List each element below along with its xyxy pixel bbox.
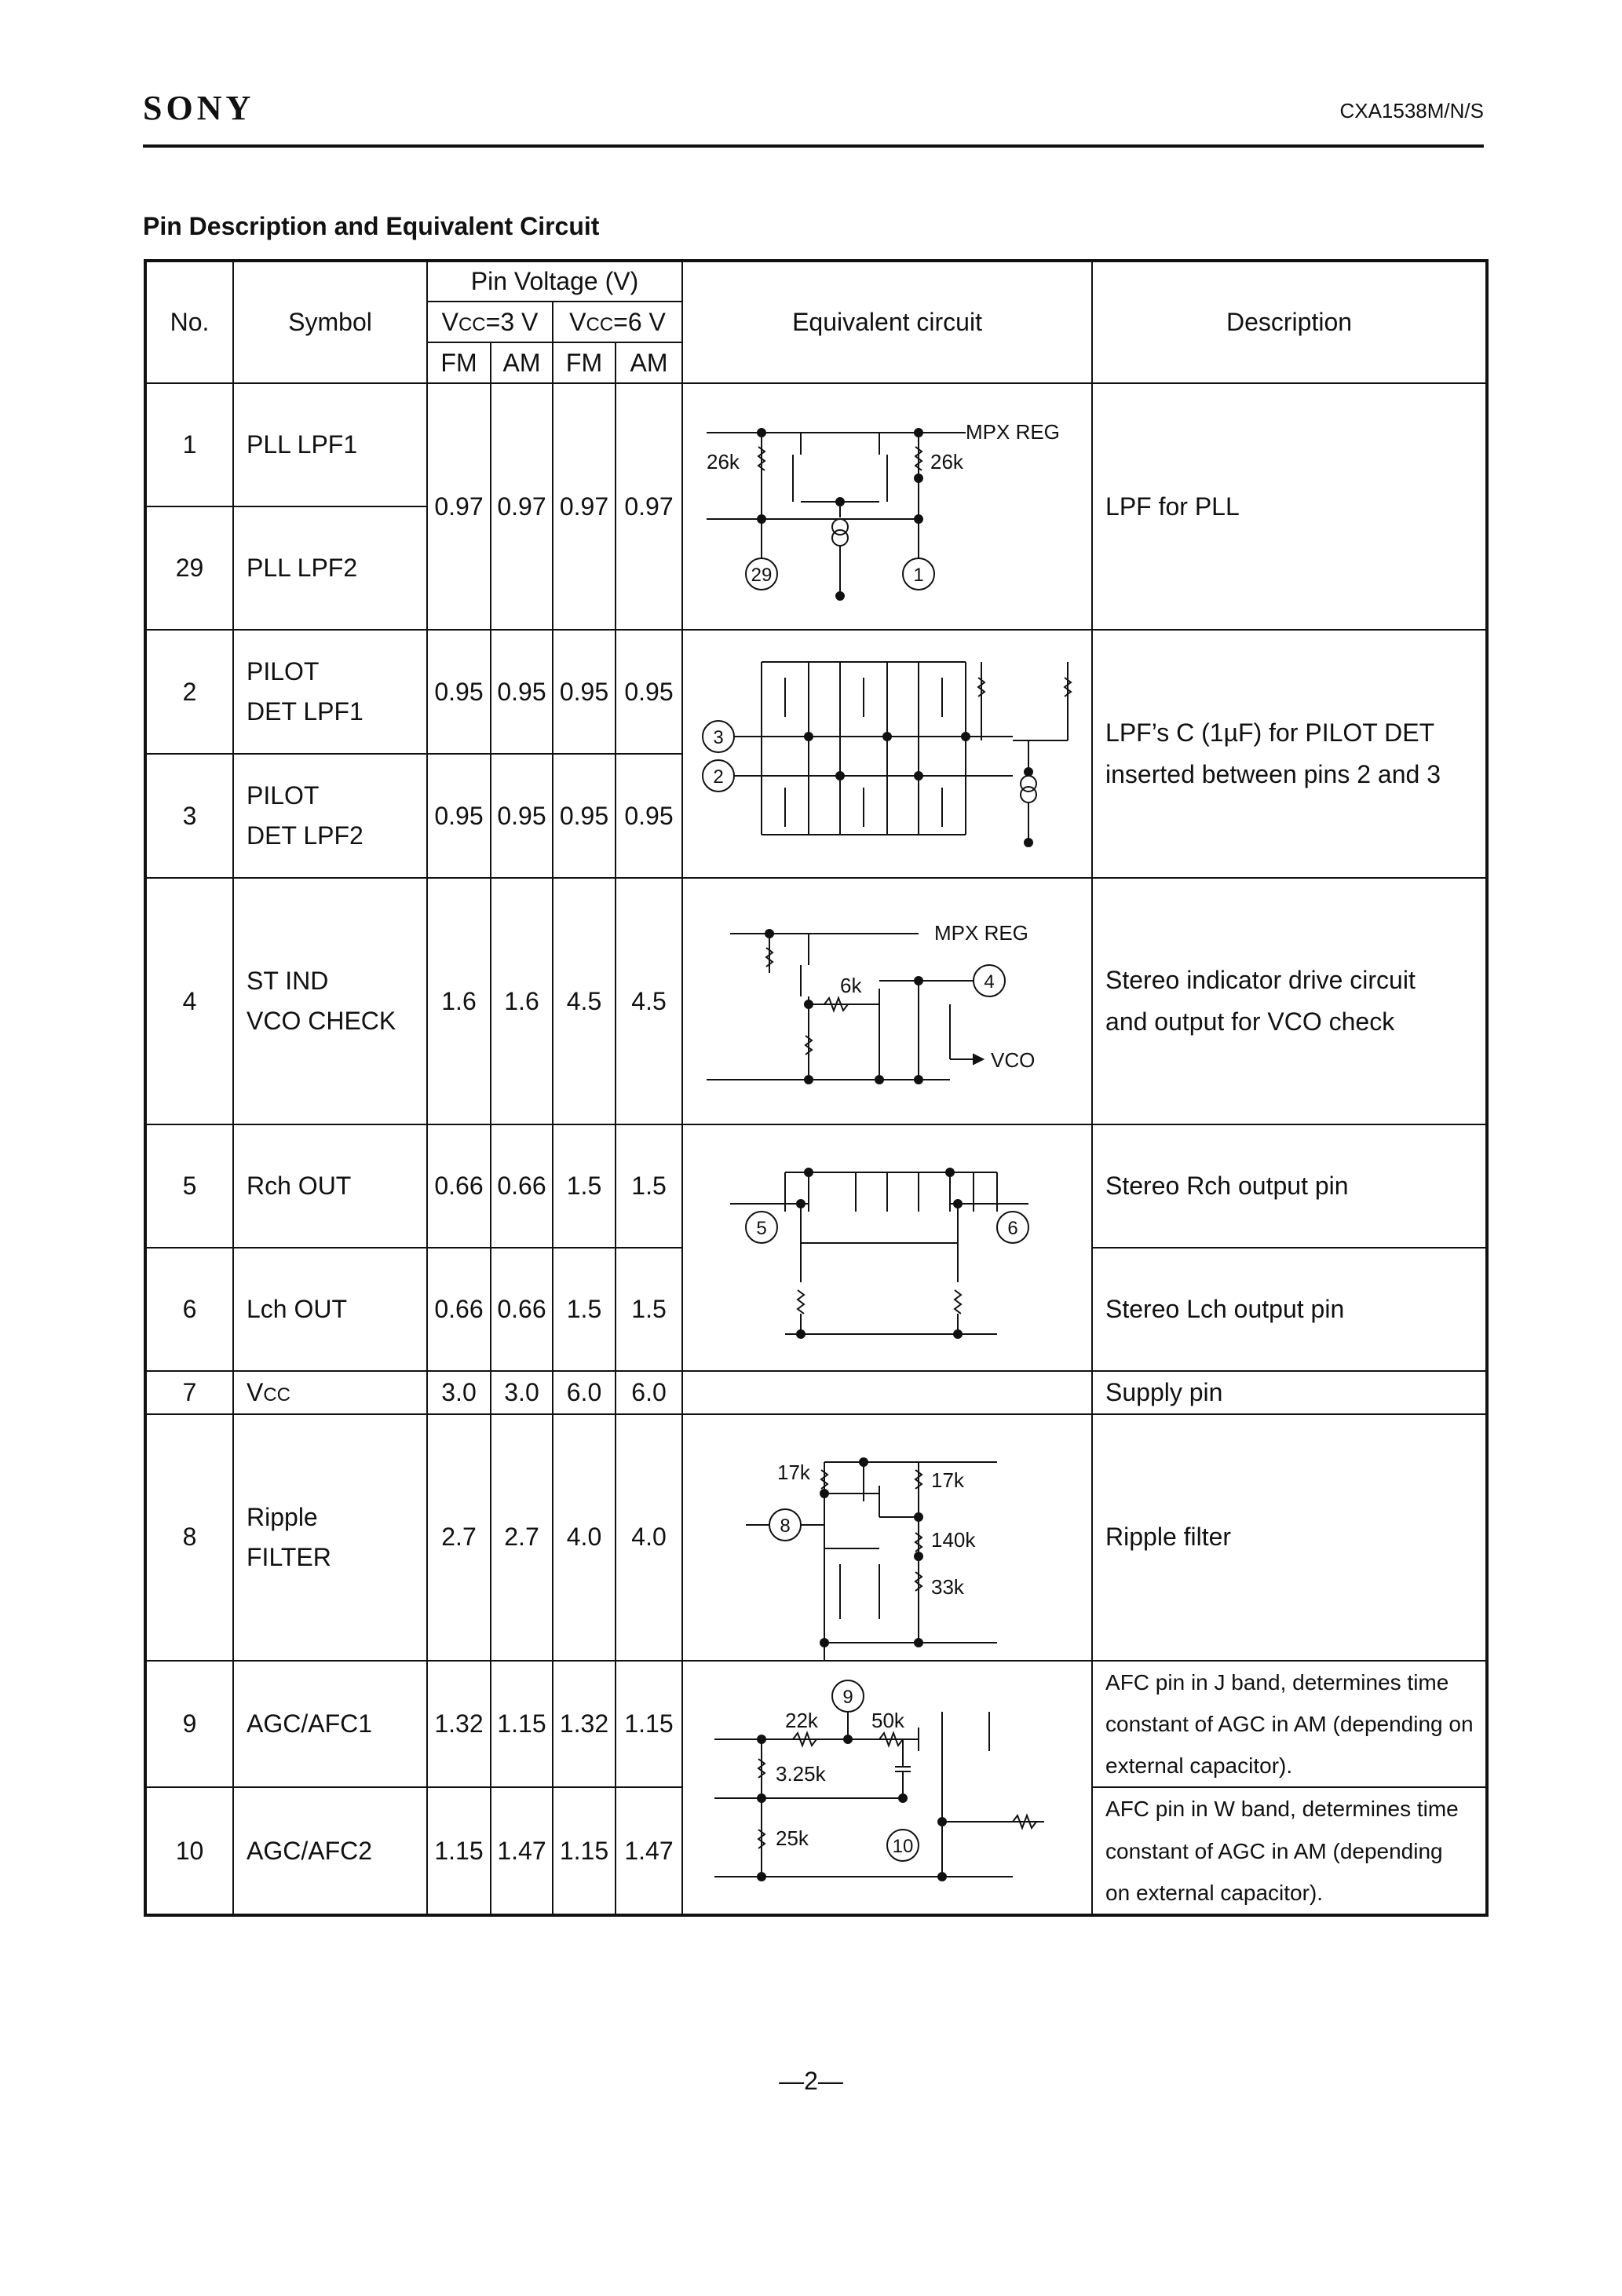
part-number: CXA1538M/N/S bbox=[1339, 99, 1484, 122]
volt-fm-6v: 0.95 bbox=[553, 754, 616, 878]
circuit-label: VCO bbox=[991, 1048, 1036, 1072]
header-am-6v: AM bbox=[616, 342, 682, 383]
header-rule bbox=[143, 144, 1484, 148]
volt-fm-6v: 1.5 bbox=[553, 1248, 616, 1371]
header-vcc3: VCC=3 V bbox=[427, 302, 553, 342]
volt-am-6v: 0.97 bbox=[616, 383, 682, 630]
volt-am-3v: 0.66 bbox=[491, 1248, 553, 1371]
pin-no: 5 bbox=[145, 1124, 233, 1248]
circuit-pin: 4 bbox=[984, 971, 995, 993]
volt-fm-6v: 1.32 bbox=[553, 1661, 616, 1788]
circuit-pin: 9 bbox=[842, 1687, 853, 1709]
circuit-pin: 10 bbox=[892, 1836, 914, 1858]
table-row bbox=[145, 1661, 1487, 1788]
volt-am-6v: 4.5 bbox=[616, 878, 682, 1124]
pin-symbol: PLL LPF2 bbox=[233, 506, 427, 630]
header-symbol: Symbol bbox=[233, 261, 427, 383]
circuit-label: MPX REG bbox=[966, 420, 1060, 444]
volt-am-3v: 1.47 bbox=[491, 1787, 553, 1915]
pin-symbol: ST IND VCO CHECK bbox=[233, 878, 427, 1124]
pin-no: 29 bbox=[145, 506, 233, 630]
pin-symbol: PILOT DET LPF1 bbox=[233, 630, 427, 754]
circuit-label: 50k bbox=[871, 1709, 904, 1733]
volt-fm-3v: 0.66 bbox=[427, 1248, 491, 1371]
circuit-label: 6k bbox=[840, 974, 862, 997]
circuit-pin: 8 bbox=[780, 1515, 791, 1537]
pin-description: Supply pin bbox=[1092, 1371, 1487, 1414]
pin-no: 3 bbox=[145, 754, 233, 878]
table-row bbox=[145, 1371, 1487, 1414]
volt-fm-6v: 1.15 bbox=[553, 1787, 616, 1915]
circuit-empty bbox=[682, 1371, 1092, 1414]
circuit-pilot-det bbox=[682, 630, 1092, 878]
pin-no: 4 bbox=[145, 878, 233, 1124]
volt-fm-3v: 2.7 bbox=[427, 1414, 491, 1661]
table-row bbox=[145, 1124, 1487, 1248]
header-pin-voltage: Pin Voltage (V) bbox=[427, 261, 682, 302]
volt-fm-3v: 0.97 bbox=[427, 383, 491, 630]
pin-symbol: Rch OUT bbox=[233, 1124, 427, 1248]
circuit-st-ind bbox=[682, 878, 1092, 1124]
pin-no: 2 bbox=[145, 630, 233, 754]
circuit-pin: 2 bbox=[713, 766, 724, 788]
header-vcc6: VCC=6 V bbox=[553, 302, 682, 342]
pin-description: Stereo Lch output pin bbox=[1092, 1248, 1487, 1371]
volt-fm-6v: 1.5 bbox=[553, 1124, 616, 1248]
pin-symbol: VCC bbox=[233, 1371, 427, 1414]
circuit-label: 3.25k bbox=[776, 1762, 826, 1786]
circuit-label: 22k bbox=[785, 1709, 818, 1733]
volt-am-3v: 0.95 bbox=[491, 754, 553, 878]
circuit-label: 25k bbox=[776, 1826, 809, 1851]
volt-fm-3v: 0.95 bbox=[427, 630, 491, 754]
circuit-label: 33k bbox=[931, 1574, 964, 1599]
section-title: Pin Description and Equivalent Circuit bbox=[143, 212, 600, 240]
volt-fm-6v: 4.0 bbox=[553, 1414, 616, 1661]
pin-no: 7 bbox=[145, 1371, 233, 1414]
pin-no: 8 bbox=[145, 1414, 233, 1661]
header-fm-3v: FM bbox=[427, 342, 491, 383]
volt-am-6v: 1.15 bbox=[616, 1661, 682, 1788]
circuit-label: 140k bbox=[931, 1527, 976, 1552]
pin-table bbox=[144, 259, 1489, 1917]
circuit-label: 17k bbox=[931, 1468, 964, 1492]
pin-description: Stereo Rch output pin bbox=[1092, 1124, 1487, 1248]
pin-symbol: PLL LPF1 bbox=[233, 383, 427, 506]
page-number: —2— bbox=[779, 2067, 843, 2095]
pin-no: 9 bbox=[145, 1661, 233, 1788]
circuit-ripple bbox=[682, 1414, 1092, 1661]
header-no: No. bbox=[145, 261, 233, 383]
pin-no: 1 bbox=[145, 383, 233, 506]
volt-am-3v: 1.6 bbox=[491, 878, 553, 1124]
header-description: Description bbox=[1092, 261, 1487, 383]
header-equivalent-circuit: Equivalent circuit bbox=[682, 261, 1092, 383]
pin-description: LPF’s C (1µF) for PILOT DET inserted between pins 2 and 3 bbox=[1092, 630, 1487, 878]
pin-no: 6 bbox=[145, 1248, 233, 1371]
pin-description: LPF for PLL bbox=[1092, 383, 1487, 630]
volt-fm-3v: 1.6 bbox=[427, 878, 491, 1124]
table-row bbox=[145, 630, 1487, 754]
table-row bbox=[145, 878, 1487, 1124]
circuit-label: 17k bbox=[777, 1460, 810, 1484]
pin-description: AFC pin in J band, determines time constant of AGC in AM (depending on external capacitor). bbox=[1092, 1661, 1487, 1788]
volt-am-3v: 2.7 bbox=[491, 1414, 553, 1661]
table-row bbox=[145, 1414, 1487, 1661]
circuit-pin: 5 bbox=[756, 1218, 767, 1239]
volt-am-6v: 6.0 bbox=[616, 1371, 682, 1414]
pin-symbol: Ripple FILTER bbox=[233, 1414, 427, 1661]
pin-description: Ripple filter bbox=[1092, 1414, 1487, 1661]
circuit-label: MPX REG bbox=[934, 921, 1028, 945]
volt-am-3v: 3.0 bbox=[491, 1371, 553, 1414]
table-row bbox=[145, 383, 1487, 506]
header-fm-6v: FM bbox=[553, 342, 616, 383]
pin-no: 10 bbox=[145, 1787, 233, 1915]
sony-logo: SONY bbox=[143, 89, 255, 127]
pin-symbol: PILOT DET LPF2 bbox=[233, 754, 427, 878]
circuit-label: 26k bbox=[707, 450, 740, 473]
volt-fm-6v: 0.97 bbox=[553, 383, 616, 630]
volt-am-3v: 0.97 bbox=[491, 383, 553, 630]
pin-description: AFC pin in W band, determines time constant of AGC in AM (depending on external capacitor). bbox=[1092, 1787, 1487, 1915]
pin-symbol: AGC/AFC1 bbox=[233, 1661, 427, 1788]
circuit-pll-lpf bbox=[682, 383, 1092, 630]
volt-fm-6v: 6.0 bbox=[553, 1371, 616, 1414]
volt-am-3v: 0.66 bbox=[491, 1124, 553, 1248]
volt-am-6v: 1.5 bbox=[616, 1124, 682, 1248]
volt-am-6v: 0.95 bbox=[616, 754, 682, 878]
pin-description: Stereo indicator drive circuit and output for VCO check bbox=[1092, 878, 1487, 1124]
circuit-pin: 29 bbox=[751, 565, 773, 586]
circuit-pin: 3 bbox=[713, 727, 724, 748]
volt-fm-3v: 3.0 bbox=[427, 1371, 491, 1414]
circuit-agc-afc bbox=[682, 1661, 1092, 1915]
volt-fm-3v: 1.32 bbox=[427, 1661, 491, 1788]
volt-fm-6v: 0.95 bbox=[553, 630, 616, 754]
pin-symbol: Lch OUT bbox=[233, 1248, 427, 1371]
volt-fm-6v: 4.5 bbox=[553, 878, 616, 1124]
circuit-pin: 1 bbox=[913, 565, 924, 586]
volt-am-6v: 4.0 bbox=[616, 1414, 682, 1661]
volt-am-3v: 1.15 bbox=[491, 1661, 553, 1788]
volt-am-3v: 0.95 bbox=[491, 630, 553, 754]
circuit-output bbox=[682, 1124, 1092, 1371]
circuit-label: 26k bbox=[930, 450, 963, 473]
circuit-pin: 6 bbox=[1007, 1218, 1018, 1239]
volt-fm-3v: 1.15 bbox=[427, 1787, 491, 1915]
volt-am-6v: 1.5 bbox=[616, 1248, 682, 1371]
volt-fm-3v: 0.95 bbox=[427, 754, 491, 878]
volt-am-6v: 1.47 bbox=[616, 1787, 682, 1915]
header-am-3v: AM bbox=[491, 342, 553, 383]
volt-am-6v: 0.95 bbox=[616, 630, 682, 754]
pin-symbol: AGC/AFC2 bbox=[233, 1787, 427, 1915]
volt-fm-3v: 0.66 bbox=[427, 1124, 491, 1248]
